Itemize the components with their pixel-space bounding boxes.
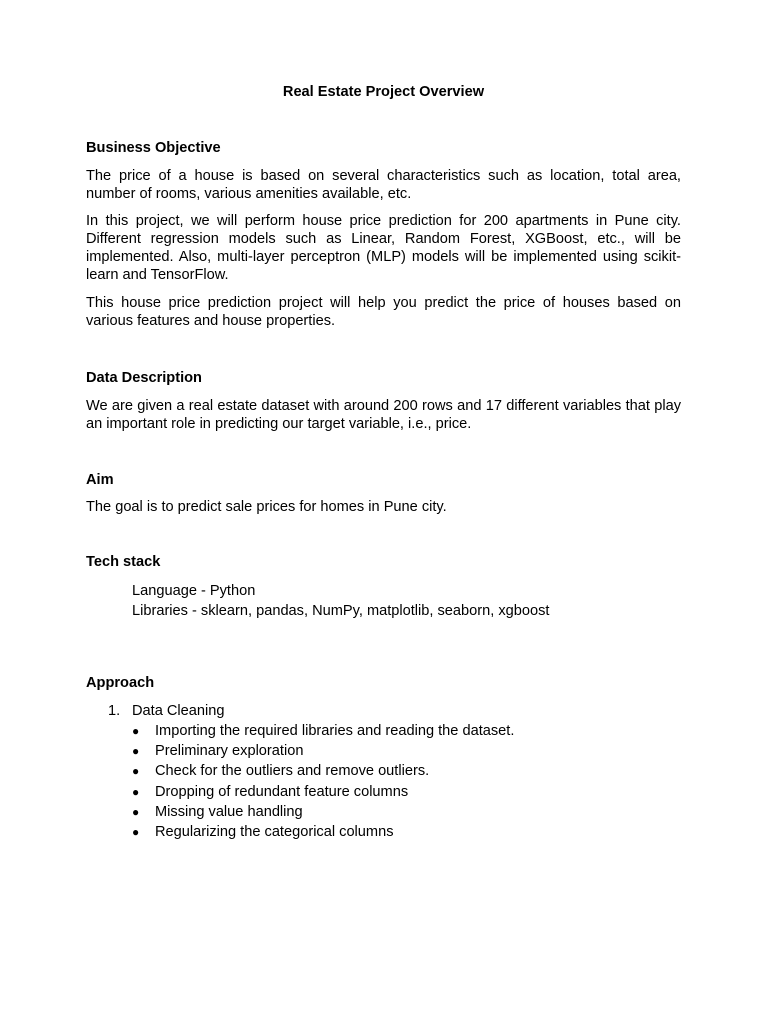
list-item: [132, 762, 429, 780]
bullet-icon: ●: [132, 805, 140, 819]
tech-stack-language: Language - Python: [132, 583, 256, 599]
business-objective-paragraph-1: The price of a house is based on several characteristics such as location, total area, number of rooms, various amenities available, etc.: [86, 168, 681, 202]
aim-heading: Aim: [86, 472, 114, 488]
list-item-text: Missing value handling: [155, 804, 303, 820]
list-item: [132, 722, 514, 740]
list-item: [132, 803, 303, 821]
list-item-text: Importing the required libraries and reading the dataset.: [155, 723, 515, 739]
bullet-icon: ●: [132, 785, 140, 799]
list-item-text: Regularizing the categorical columns: [155, 824, 394, 840]
list-item-text: Check for the outliers and remove outliers.: [155, 763, 430, 779]
list-item-text: Dropping of redundant feature columns: [155, 784, 409, 800]
tech-stack-heading: Tech stack: [86, 554, 161, 570]
approach-heading: Approach: [86, 675, 155, 691]
business-objective-paragraph-2: In this project, we will perform house price prediction for 200 apartments in Pune city. Different regression models such as Linear, Random Forest, XGBoost, etc., will be implemented. Also, multi-layer perceptron (MLP) models will be implemented using scikit-learn and TensorFlow.: [86, 213, 681, 283]
business-objective-heading: Business Objective: [86, 140, 221, 156]
aim-paragraph: The goal is to predict sale prices for homes in Pune city.: [86, 499, 447, 515]
bullet-icon: ●: [132, 724, 140, 738]
approach-step-label: Data Cleaning: [132, 703, 225, 719]
document-title: Real Estate Project Overview: [282, 84, 485, 100]
data-description-paragraph: We are given a real estate dataset with around 200 rows and 17 different variables that play an important role in predicting our target variable, i.e., price.: [86, 398, 681, 432]
bullet-icon: ●: [132, 825, 140, 839]
business-objective-paragraph-3: This house price prediction project will help you predict the price of houses based on various features and house properties.: [86, 295, 681, 329]
list-item-text: Preliminary exploration: [155, 743, 304, 759]
approach-step-number: 1.: [108, 703, 121, 719]
tech-stack-libraries: Libraries - sklearn, pandas, NumPy, matplotlib, seaborn, xgboost: [132, 603, 550, 619]
approach-step-1: [108, 702, 225, 720]
list-item: [132, 742, 303, 760]
document-page: [86, 0, 681, 1024]
data-description-heading: Data Description: [86, 370, 202, 386]
bullet-icon: ●: [132, 744, 140, 758]
list-item: [132, 783, 408, 801]
bullet-icon: ●: [132, 764, 140, 778]
list-item: [132, 823, 394, 841]
